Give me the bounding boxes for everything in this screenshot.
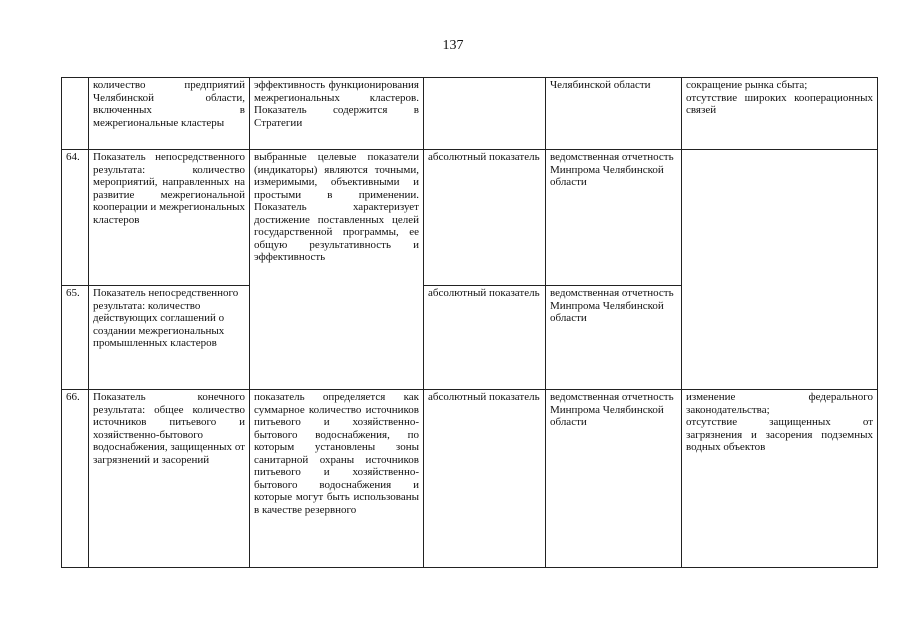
indicator-type-cell: абсолютный показатель xyxy=(424,150,546,286)
risk-item: сокращение рынка сбыта; xyxy=(686,79,808,91)
page-number: 137 xyxy=(442,38,464,53)
table-row xyxy=(62,78,878,150)
row-number-cell: 66. xyxy=(62,390,89,568)
row-number-cell: 64. xyxy=(62,150,89,286)
risks-cell-empty xyxy=(682,150,878,390)
indicator-name-cell: Показатель непосредственного результата: количество мероприятий, направленных на развитие межрегиональной кооперации и межрегиональных кластеров xyxy=(89,150,250,286)
justification-cell: показатель определяется как суммарное количество источников питьевого и хозяйственно-бытового водоснабжения, по которым установлены зоны санитарной охраны источников питьевого и хозяйственно-бытового водоснабжения и которые могут быть использованы в качестве резервного xyxy=(250,390,424,568)
indicator-type-cell xyxy=(424,78,546,150)
risks-cell xyxy=(682,78,878,150)
row-number-cell: 65. xyxy=(62,286,89,390)
indicator-name-cell: Показатель конечного результата: общее количество источников питьевого и хозяйственно-бытового водоснабжения, защищенных от загрязнений и засорений xyxy=(89,390,250,568)
justification-cell: выбранные целевые показатели (индикаторы) являются точными, измеримыми, объективными и простыми в применении. Показатель характеризует достижение поставленных целей государственной программы, ее общую результативность и эффективность xyxy=(250,150,424,390)
indicator-name-cell: количество предприятий Челябинской области, включенных в межрегиональные кластеры xyxy=(89,78,250,150)
risks-cell xyxy=(682,390,878,568)
risk-item: изменение федерального законодательства; xyxy=(686,391,873,416)
data-source-cell: ведомственная отчетность Минпрома Челябинской области xyxy=(546,150,682,286)
indicator-type-cell: абсолютный показатель xyxy=(424,390,546,568)
justification-cell: эффективность функционирования межрегиональных кластеров. Показатель содержится в Стратегии xyxy=(250,78,424,150)
table-row xyxy=(62,390,878,568)
data-source-cell: ведомственная отчетность Минпрома Челябинской области xyxy=(546,390,682,568)
indicator-type-cell: абсолютный показатель xyxy=(424,286,546,390)
indicators-table xyxy=(61,77,878,568)
indicator-name-cell: Показатель непосредственного результата: количество действующих соглашений о создании межрегиональных промышленных кластеров xyxy=(89,286,250,390)
risk-item: отсутствие защищенных от загрязнения и засорения подземных водных объектов xyxy=(686,416,873,453)
data-source-cell: Челябинской области xyxy=(546,78,682,150)
row-number-cell xyxy=(62,78,89,150)
table-row xyxy=(62,150,878,286)
data-source-cell: ведомственная отчетность Минпрома Челябинской области xyxy=(546,286,682,390)
risk-item: отсутствие широких кооперационных связей xyxy=(686,91,873,116)
